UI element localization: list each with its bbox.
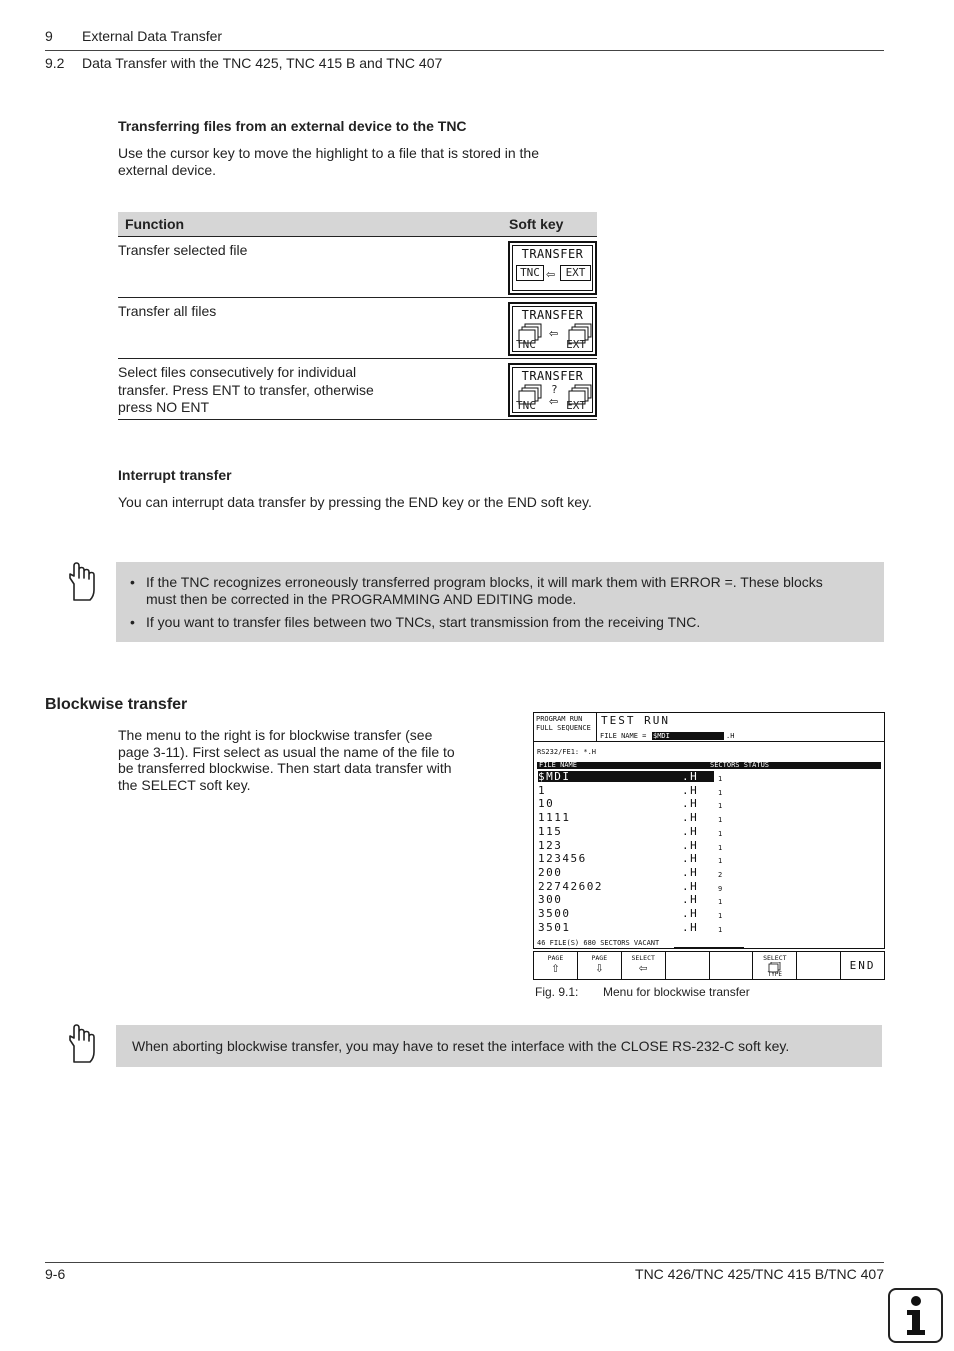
- file-name: $MDI: [538, 770, 571, 783]
- select-arrow-icon: ⇦: [638, 960, 648, 976]
- note-box-1: [116, 562, 884, 642]
- file-row[interactable]: [538, 840, 878, 853]
- screen-mode-line1: PROGRAM RUN: [536, 715, 583, 723]
- file-name: 3501: [538, 920, 571, 934]
- blockwise-heading: Blockwise transfer: [45, 696, 188, 713]
- softkey-label: PAGE: [591, 954, 608, 962]
- softkey-select[interactable]: [622, 952, 666, 979]
- screen-file-name-ext: .H: [726, 732, 735, 740]
- interrupt-text: You can interrupt data transfer by pressing the END key or the END soft key.: [118, 494, 592, 510]
- header-section-number: 9.2: [45, 55, 65, 71]
- softkey-title: TRANSFER: [521, 247, 584, 261]
- softkey-title: TRANSFER: [521, 308, 584, 322]
- file-name: 3500: [538, 907, 571, 920]
- function-table: [118, 212, 597, 420]
- transfer-consecutive-softkey[interactable]: [508, 363, 597, 417]
- file-extension: .H: [682, 824, 699, 838]
- softkey-column-header: Soft key: [509, 216, 564, 232]
- file-sectors: 1: [718, 816, 723, 825]
- file-row[interactable]: [538, 798, 878, 811]
- softkey-title: TRANSFER: [521, 369, 584, 383]
- softkey-end[interactable]: [841, 952, 884, 979]
- screen-file-name-label: FILE NAME =: [600, 732, 647, 740]
- softkey-label: SELECT: [763, 954, 787, 962]
- softkey-ext-label: EXT: [566, 399, 586, 412]
- figure-number: Fig. 9.1:: [535, 985, 579, 999]
- footer-product: TNC 426/TNC 425/TNC 415 B/TNC 407: [635, 1266, 884, 1282]
- screen-column-header: [537, 762, 881, 769]
- tnc-screen: [533, 712, 885, 949]
- transfer-all-softkey[interactable]: [508, 302, 597, 356]
- file-row[interactable]: [538, 771, 878, 784]
- pointing-hand-icon: [66, 1024, 98, 1064]
- file-row[interactable]: [538, 922, 878, 935]
- softkey-tnc-label: TNC: [516, 338, 536, 351]
- softkey-page-down[interactable]: [578, 952, 622, 979]
- file-sectors: 1: [718, 775, 723, 783]
- file-row[interactable]: [538, 867, 878, 880]
- header-section-title: Data Transfer with the TNC 425, TNC 415 B and TNC 407: [82, 55, 443, 71]
- file-extension: .H: [682, 920, 699, 934]
- file-row[interactable]: [538, 908, 878, 921]
- file-name: 10: [538, 797, 555, 811]
- note-box-2: [116, 1025, 882, 1067]
- softkey-label: PAGE: [547, 954, 564, 962]
- footer-page-number: 9-6: [45, 1266, 66, 1282]
- file-row[interactable]: [538, 826, 878, 839]
- file-extension: .H: [682, 893, 699, 907]
- file-sectors: 9: [718, 884, 723, 893]
- file-sectors: 1: [718, 829, 723, 838]
- function-row-transfer-selected: [118, 237, 597, 298]
- svg-text:⇦: ⇦: [549, 395, 559, 408]
- file-extension: .H: [682, 907, 699, 920]
- file-name: 1111: [538, 811, 571, 825]
- file-extension: .H: [682, 770, 699, 783]
- screen-mode-line2: FULL SEQUENCE: [536, 724, 591, 732]
- softkey-empty[interactable]: [797, 952, 841, 979]
- file-name: 200: [538, 865, 563, 879]
- screen-path: RS232/FE1: *.H: [537, 748, 597, 756]
- footer-rule: [45, 1262, 884, 1263]
- file-extension: .H: [682, 838, 699, 852]
- function-table-header: [118, 212, 597, 237]
- file-row[interactable]: [538, 894, 878, 907]
- file-extension: .H: [682, 797, 699, 811]
- file-name: 115: [538, 824, 563, 838]
- screen-title: TEST RUN: [601, 714, 670, 727]
- file-sectors: 1: [718, 788, 723, 797]
- file-row[interactable]: [538, 881, 878, 894]
- softkey-tnc-label: TNC: [516, 399, 536, 412]
- function-text: Select files consecutively for individual transfer. Press ENT to transfer, otherwise press NO ENT: [118, 364, 374, 415]
- info-icon: [888, 1288, 943, 1343]
- screen-softkey-bar: [533, 951, 885, 980]
- svg-text:⇦: ⇦: [549, 327, 559, 340]
- file-name: 300: [538, 893, 563, 907]
- file-sectors: 1: [718, 857, 723, 866]
- softkey-select-type[interactable]: [753, 952, 797, 979]
- pointing-hand-icon: [66, 562, 98, 602]
- function-text: Transfer selected file: [118, 242, 248, 258]
- note-item: • If the TNC recognizes erroneously transferred program blocks, it will mark them with ERROR =. These blocks must then be corrected in the PROGRAMMING AND EDITING mode.: [130, 574, 850, 607]
- blockwise-text: The menu to the right is for blockwise transfer (see page 3-11). First select as usual the name of the file to be transferred blockwise. Then start data transfer with the SELECT soft key.: [118, 727, 455, 793]
- arrow-left-icon: ⇦: [546, 269, 556, 281]
- file-extension: .H: [682, 783, 699, 797]
- file-extension: .H: [682, 811, 699, 825]
- file-extension: .H: [682, 865, 699, 879]
- header-chapter-number: 9: [45, 28, 53, 44]
- softkey-page-up[interactable]: [534, 952, 578, 979]
- note-text: When aborting blockwise transfer, you may have to reset the interface with the CLOSE RS-232-C soft key.: [132, 1038, 790, 1054]
- softkey-sublabel: TYPE: [767, 971, 783, 978]
- softkey-ext-label: EXT: [560, 265, 591, 281]
- file-sectors: 1: [718, 925, 723, 934]
- screen-col-status: SECTORS STATUS: [710, 761, 770, 769]
- file-sectors: 1: [718, 912, 723, 920]
- screen-footer: 46 FILE(S) 680 SECTORS VACANT: [537, 939, 660, 947]
- screen-file-name-value[interactable]: $MDI: [652, 732, 724, 740]
- function-row-transfer-all: [118, 298, 597, 359]
- softkey-empty[interactable]: [666, 952, 710, 979]
- softkey-label: END: [849, 959, 876, 972]
- softkey-tnc-label: TNC: [516, 265, 544, 281]
- function-row-select-consecutively: [118, 359, 597, 420]
- file-row[interactable]: [538, 853, 878, 866]
- arrow-down-icon: ⇩: [595, 960, 604, 976]
- figure-caption: Menu for blockwise transfer: [603, 985, 750, 999]
- file-row[interactable]: [538, 785, 878, 798]
- file-sectors: 1: [718, 898, 723, 907]
- file-extension: .H: [682, 852, 699, 866]
- softkey-ext-label: EXT: [566, 338, 586, 351]
- file-row[interactable]: [538, 812, 878, 825]
- interrupt-heading: Interrupt transfer: [118, 467, 232, 483]
- header-chapter-title: External Data Transfer: [82, 28, 223, 44]
- screen-scroll-indicator: [674, 947, 744, 949]
- transfer-heading: Transferring files from an external device to the TNC: [118, 118, 467, 134]
- softkey-label: SELECT: [631, 954, 655, 962]
- note-item: • If you want to transfer files between two TNCs, start transmission from the receiving TNC.: [130, 614, 850, 631]
- function-column-header: Function: [125, 216, 185, 232]
- arrow-up-icon: ⇧: [551, 960, 560, 976]
- file-sectors: 2: [718, 870, 723, 879]
- header-rule: [45, 50, 884, 51]
- transfer-selected-softkey[interactable]: [508, 241, 597, 295]
- function-text: Transfer all files: [118, 303, 217, 319]
- file-sectors: 1: [718, 802, 723, 811]
- file-name: 1: [538, 783, 547, 797]
- file-sectors: 1: [718, 843, 723, 852]
- transfer-intro: Use the cursor key to move the highlight to a file that is stored in the external device.: [118, 145, 539, 178]
- softkey-question-mark: ?: [551, 383, 558, 396]
- screen-divider: [596, 713, 597, 741]
- file-name: 123456: [538, 852, 587, 866]
- file-name: 123: [538, 838, 563, 852]
- screen-header-rule: [534, 741, 884, 742]
- screen-col-file: FILE NAME: [539, 761, 577, 769]
- softkey-empty[interactable]: [710, 952, 754, 979]
- file-extension: .H: [682, 879, 699, 893]
- file-name: 22742602: [538, 879, 603, 893]
